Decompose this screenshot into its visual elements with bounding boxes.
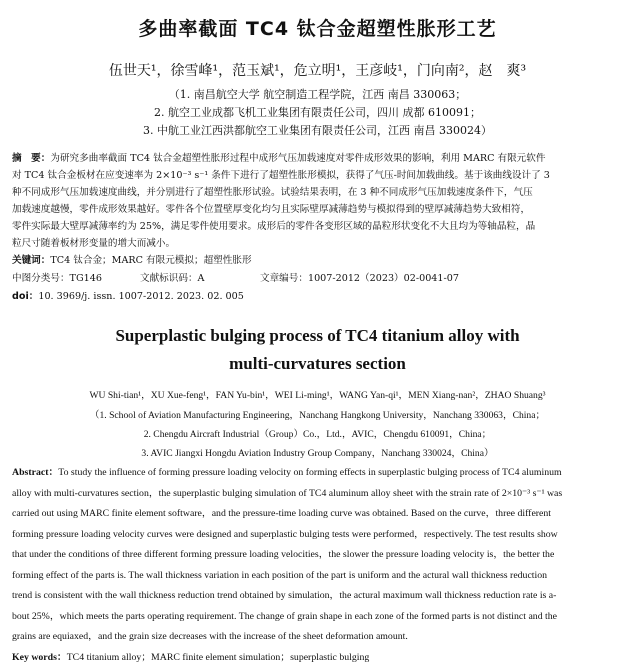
english-abstract-line: trend is consistent with the wall thickness reduction trend obtained by simulation，the actural maximum wall thickness reduction rate is a- bbox=[12, 590, 557, 601]
english-abstract-line: To study the influence of forming pressure loading velocity on forming effects in superplastic bulging process of TC4 aluminum bbox=[58, 467, 562, 478]
english-abstract-line: bout 25%，which meets the parts operating requirement. The change of grain shape in each zone of the formed parts is not distinct and the bbox=[12, 610, 558, 622]
english-keywords: TC4 titanium alloy；MARC finite element simulation；superplastic bulging bbox=[66, 651, 370, 663]
chinese-title: 多曲率截面 TC4 钛合金超塑性胀形工艺 bbox=[138, 18, 497, 40]
english-abstract bbox=[12, 463, 620, 668]
chinese-abstract-line: 种不同成形气压加载速度曲线，并分别进行了超塑性胀形试验。试验结果表明，在 3 种不同成形气压加载速度条件下，气压 bbox=[12, 187, 533, 198]
english-affiliation-3: 3. AVIC Jiangxi Hongdu Aviation Industry Group Company，Nanchang 330024，China） bbox=[141, 448, 494, 459]
chinese-abstract-line: 对 TC4 钛合金板材在应变速率为 2×10⁻³ s⁻¹ 条件下进行了超塑性胀形模拟，获得了气压-时间加载曲线。基于该曲线设计了 3 bbox=[12, 170, 550, 181]
english-abstract-line: carried out using MARC finite element software，and the pressure-time loading curve was obtained. Based on the curve，three different bbox=[12, 508, 552, 519]
chinese-abstract-line: 粒尺寸随着板材形变量的增大而减小。 bbox=[12, 238, 176, 249]
chinese-keywords: TC4 钛合金；MARC 有限元模拟；超塑性胀形 bbox=[50, 255, 252, 266]
english-abstract-line: forming pressure loading velocity curves were designed and superplastic bulging tests were performed，respectively. The test results show bbox=[12, 528, 558, 540]
chinese-abstract-line: 加载速度越慢，零件成形效果越好。零件各个位置壁厚变化均匀且实际壁厚减薄趋势与模拟得到的壁厚减薄趋势大致相符， bbox=[12, 204, 531, 215]
chinese-authors: 伍世天¹，徐雪峰¹，范玉斌¹，危立明¹，王彦岐¹，门向南²，赵 爽³ bbox=[108, 63, 527, 79]
chinese-affiliation-2: 2. 航空工业成都飞机工业集团有限责任公司，四川 成都 610091； bbox=[154, 106, 481, 119]
doi-link[interactable]: 10. 3969/j. issn. 1007-2012. 2023. 02. 005 bbox=[38, 291, 244, 302]
english-abstract-line: forming effect of the parts is. The wall thickness variation in each position of the part is uniform and the actural wall thickness reduction bbox=[12, 569, 548, 581]
document-code: 文献标识码：A bbox=[140, 273, 205, 284]
english-abstract-line: that under the conditions of three different forming pressure loading velocities，the slower the pressure loading velocity is，the better the bbox=[12, 549, 555, 560]
english-abstract-label: Abstract： bbox=[12, 467, 59, 478]
chinese-abstract-line: 为研究多曲率截面 TC4 钛合金超塑性胀形过程中成形气压加载速度对零件成形效果的影响，利用 MARC 有限元软件 bbox=[50, 153, 546, 164]
clc-number: 中图分类号：TG146 bbox=[12, 273, 102, 284]
chinese-abstract-label: 摘 要： bbox=[12, 153, 51, 164]
chinese-abstract bbox=[12, 150, 620, 269]
chinese-affiliation-3: 3. 中航工业江西洪都航空工业集团有限责任公司，江西 南昌 330024） bbox=[143, 124, 492, 137]
chinese-keywords-label: 关键词： bbox=[12, 255, 51, 266]
article-number: 文章编号：1007-2012（2023）02-0041-07 bbox=[260, 273, 459, 284]
english-title bbox=[0, 322, 635, 378]
english-abstract-line: grains are equiaxed，and the grain size decreases with the increase of the sheet deformation amount. bbox=[12, 631, 408, 642]
english-authors: WU Shi-tian¹，XU Xue-feng¹，FAN Yu-bin¹，WEI Li-ming¹，WANG Yan-qi¹，MEN Xiang-nan²，ZHAO Shuang³ bbox=[89, 390, 546, 401]
chinese-affiliation-1: （1. 南昌航空大学 航空制造工程学院，江西 南昌 330063； bbox=[168, 88, 467, 101]
doi-label: doi： bbox=[12, 291, 39, 302]
english-affiliation-2: 2. Chengdu Aircraft Industrial（Group）Co.，Ltd.，AVIC，Chengdu 610091，China； bbox=[143, 429, 492, 440]
chinese-abstract-line: 零件实际最大壁厚减薄率约为 25%，满足零件使用要求。成形后的零件各变形区域的晶粒形状变化不大且均为等轴晶粒，晶 bbox=[12, 221, 536, 232]
english-affiliation-1: （1. School of Aviation Manufacturing Engineering，Nanchang Hangkong University，Nanchang 330063，China； bbox=[89, 410, 546, 421]
english-title-line-2: multi-curvatures section bbox=[229, 354, 406, 373]
english-title-line-1: Superplastic bulging process of TC4 titanium alloy with bbox=[115, 326, 520, 345]
english-keywords-label: Key words： bbox=[12, 651, 67, 663]
doi-line bbox=[12, 288, 244, 302]
english-abstract-line: alloy with multi-curvatures section，the superplastic bulging simulation of TC4 aluminum alloy sheet with the strain rate of 2×10⁻³ s⁻¹ was bbox=[12, 487, 563, 499]
